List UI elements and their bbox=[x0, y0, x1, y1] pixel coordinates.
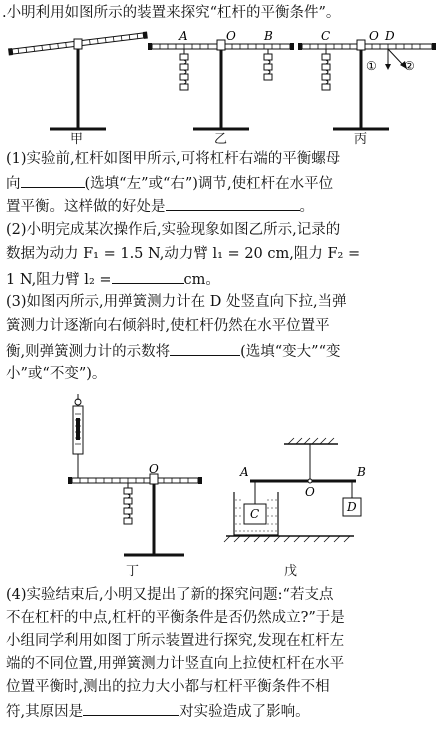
figure-yi bbox=[148, 29, 294, 129]
q2-line-3 bbox=[6, 268, 220, 290]
q4-line-2: 不在杠杆的中点,杠杆的平衡条件是否仍然成立?”于是 bbox=[6, 610, 345, 626]
figure-bing bbox=[298, 29, 436, 129]
q4-line-3: 小组同学利用如图丁所示装置进行探究,发现在杠杆左 bbox=[6, 633, 345, 649]
figure-jia bbox=[8, 31, 148, 129]
intro-text: .小明利用如图所示的装置来探究“杠杆的平衡条件”。 bbox=[2, 5, 341, 21]
q1-text-3b: 。 bbox=[299, 199, 314, 215]
q2-line-1: (2)小明完成某次操作后,实验现象如图乙所示,记录的 bbox=[6, 222, 341, 238]
q3-text-3b: (选填“变大”“变 bbox=[240, 344, 341, 360]
q1-line-2 bbox=[6, 172, 333, 194]
q3-line-4: 小”或“不变”)。 bbox=[6, 366, 107, 382]
q1-blank-benefit[interactable] bbox=[166, 195, 300, 211]
label-C-bing: C bbox=[321, 29, 331, 43]
q4-text-6a: 符,其原因是 bbox=[6, 704, 84, 720]
label-O-yi: O bbox=[226, 29, 236, 43]
q4-line-4: 端的不同位置,用弹簧测力计竖直向上拉使杠杆在水平 bbox=[6, 656, 345, 672]
q2-line-2: 数据为动力 F₁ = 1.5 N,动力臂 l₁ = 20 cm,阻力 F₂ = bbox=[6, 246, 361, 262]
label-A-yi: A bbox=[179, 29, 188, 43]
q1-text-2a: 向 bbox=[6, 176, 21, 192]
label-C-wu: C bbox=[250, 507, 260, 521]
label-B-yi: B bbox=[264, 29, 273, 43]
q4-line-1: (4)实验结束后,小明又提出了新的探究问题:“若支点 bbox=[6, 587, 334, 603]
q4-text-6b: 对实验造成了影响。 bbox=[179, 704, 310, 720]
q3-blank-reading[interactable] bbox=[170, 340, 240, 356]
q1-text-2b: (选填“左”或“右”)调节,使杠杆在水平位 bbox=[84, 176, 334, 192]
label-B-wu: B bbox=[357, 465, 366, 479]
q4-line-5: 位置平衡时,测出的拉力大小都与杠杆平衡条件不相 bbox=[6, 679, 330, 695]
q3-line-2: 簧测力计逐渐向右倾斜时,使杠杆仍然在水平位置平 bbox=[6, 318, 330, 334]
label-pull-2: ② bbox=[404, 59, 415, 73]
q1-line-3 bbox=[6, 195, 314, 217]
label-O-wu: O bbox=[305, 485, 315, 499]
figure-wu bbox=[224, 438, 366, 542]
q3-line-1: (3)如图丙所示,用弹簧测力计在 D 处竖直向下拉,当弹 bbox=[6, 294, 347, 310]
label-O-ding: O bbox=[149, 462, 159, 476]
label-O-bing: O bbox=[369, 29, 379, 43]
caption-bing: 丙 bbox=[354, 132, 368, 147]
label-D-bing: D bbox=[385, 29, 395, 43]
caption-ding: 丁 bbox=[126, 564, 140, 579]
q2-text-3a: 1 N,阻力臂 l₂ = bbox=[6, 272, 112, 288]
q1-blank-direction[interactable] bbox=[21, 172, 85, 188]
q3-text-3a: 衡,则弹簧测力计的示数将 bbox=[6, 344, 171, 360]
q1-line-1: (1)实验前,杠杆如图甲所示,可将杠杆右端的平衡螺母 bbox=[6, 151, 341, 167]
caption-jia: 甲 bbox=[70, 132, 84, 147]
label-A-wu: A bbox=[240, 465, 249, 479]
label-D-wu: D bbox=[347, 500, 357, 514]
caption-wu: 戊 bbox=[284, 564, 298, 579]
label-pull-1: ① bbox=[366, 59, 377, 73]
figure-ding bbox=[68, 394, 202, 555]
caption-yi: 乙 bbox=[214, 132, 228, 147]
q4-line-6 bbox=[6, 700, 310, 722]
q3-line-3 bbox=[6, 340, 341, 362]
q4-blank-reason[interactable] bbox=[83, 700, 179, 716]
q1-text-3a: 置平衡。这样做的好处是 bbox=[6, 199, 166, 215]
q2-text-3b: cm。 bbox=[183, 272, 220, 288]
q2-blank-arm[interactable] bbox=[112, 268, 184, 284]
figure-bottom bbox=[0, 388, 443, 574]
